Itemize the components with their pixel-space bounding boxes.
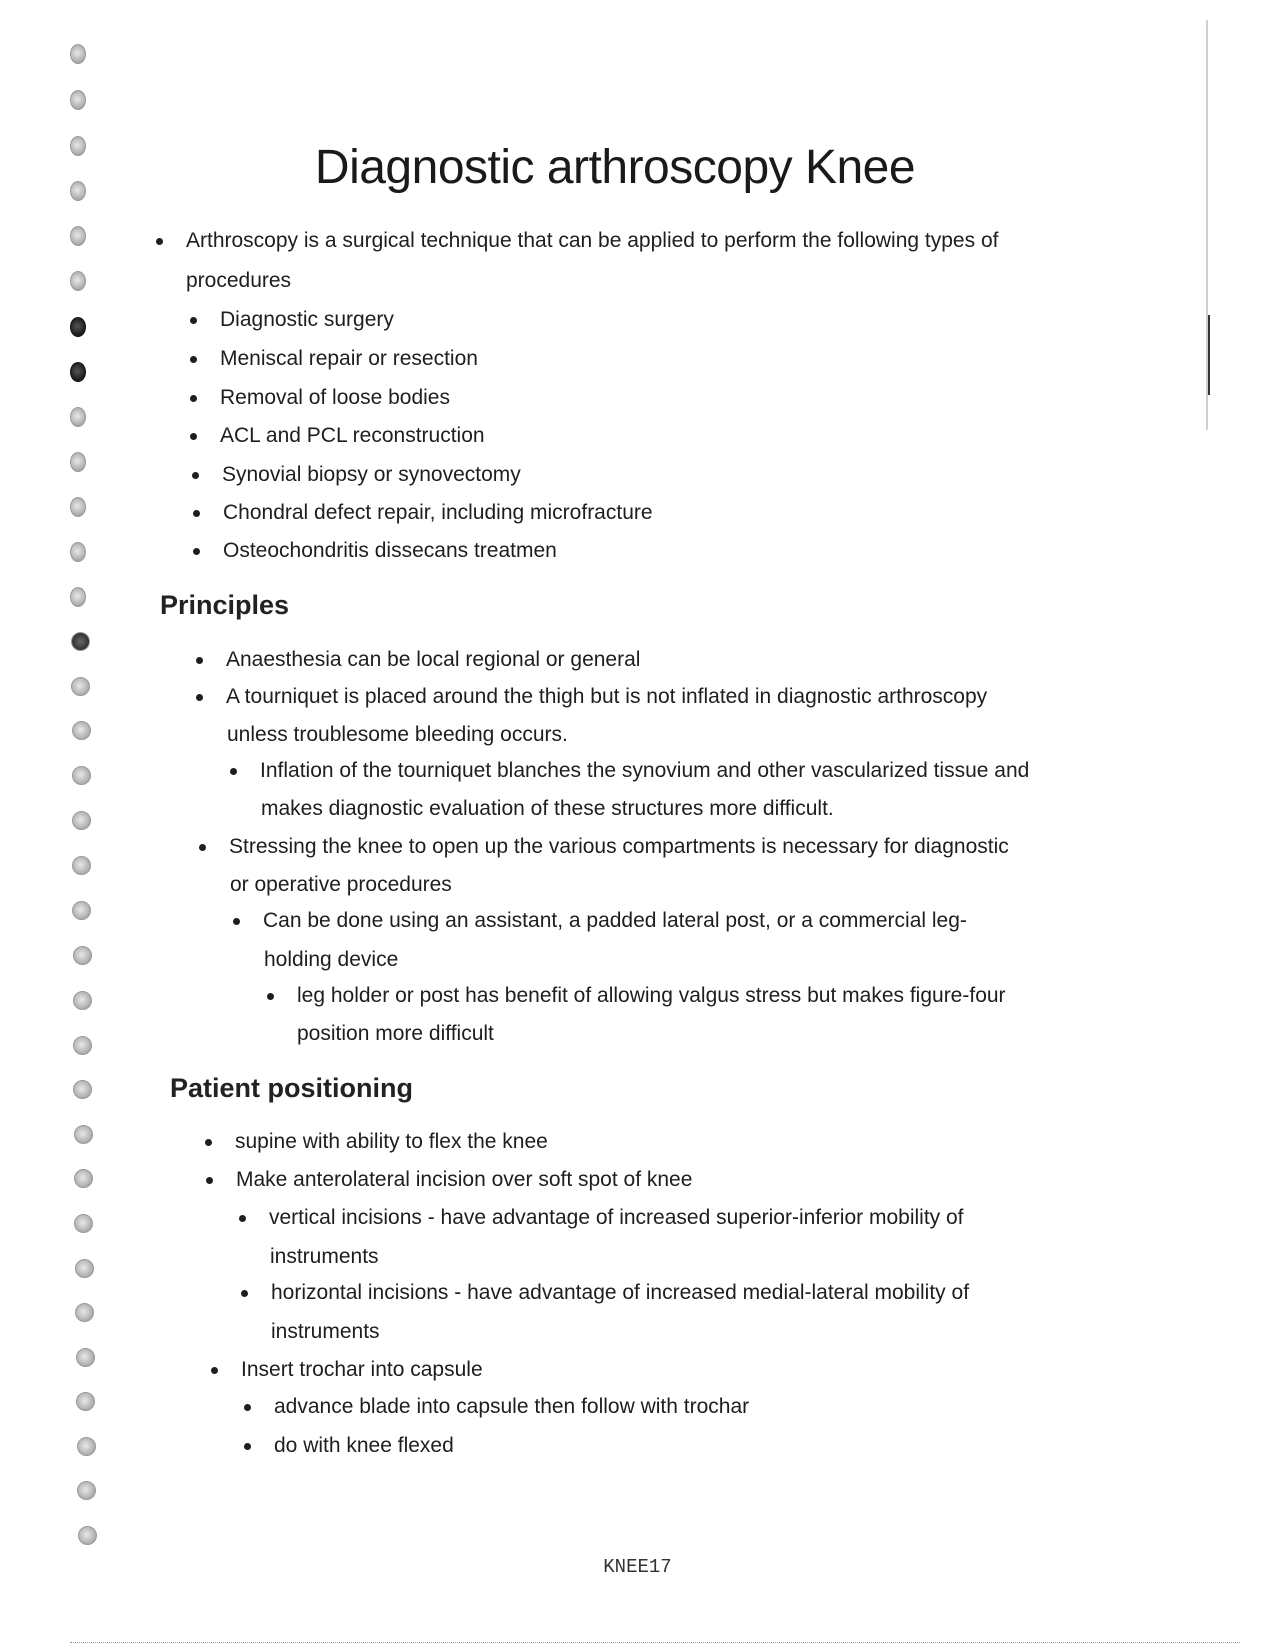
list-item bbox=[220, 416, 485, 456]
list-item-text: leg holder or post has benefit of allowing valgus stress but makes figure-four bbox=[297, 984, 1006, 1007]
bullet-icon bbox=[241, 1290, 248, 1297]
binder-hole-icon bbox=[70, 271, 86, 291]
list-item bbox=[274, 1426, 454, 1466]
binder-hole-icon bbox=[70, 407, 86, 427]
list-item bbox=[220, 378, 450, 418]
list-item bbox=[220, 339, 478, 379]
bullet-icon bbox=[190, 433, 197, 440]
list-item bbox=[229, 827, 1009, 867]
list-item-continuation: holding device bbox=[264, 948, 399, 971]
binder-hole-icon bbox=[77, 1481, 96, 1500]
bullet-icon bbox=[267, 993, 274, 1000]
list-item bbox=[226, 677, 987, 717]
list-item-text: ACL and PCL reconstruction bbox=[220, 424, 485, 447]
bullet-icon bbox=[190, 395, 197, 402]
list-item-continuation: position more difficult bbox=[297, 1022, 494, 1045]
bullet-icon bbox=[193, 510, 200, 517]
scan-edge-mark bbox=[1208, 315, 1210, 395]
list-item-continuation: instruments bbox=[270, 1245, 379, 1268]
bullet-icon bbox=[205, 1139, 212, 1146]
list-item bbox=[186, 221, 998, 261]
list-item-continuation: instruments bbox=[271, 1320, 380, 1343]
list-item-continuation: unless troublesome bleeding occurs. bbox=[227, 723, 568, 746]
binder-hole-icon bbox=[74, 1169, 93, 1188]
list-item bbox=[235, 1122, 548, 1162]
list-item-continuation: makes diagnostic evaluation of these structures more difficult. bbox=[261, 797, 834, 820]
binder-hole-icon bbox=[70, 44, 86, 64]
list-item-text: supine with ability to flex the knee bbox=[235, 1130, 548, 1153]
binder-hole-icon bbox=[74, 1214, 93, 1233]
bullet-icon bbox=[199, 844, 206, 851]
binder-hole-icon bbox=[70, 452, 86, 472]
list-item-continuation: or operative procedures bbox=[230, 873, 452, 896]
binder-hole-icon bbox=[70, 226, 86, 246]
intro-line-2: procedures bbox=[186, 269, 292, 292]
list-item-text: Can be done using an assistant, a padded lateral post, or a commercial leg- bbox=[263, 909, 967, 932]
bullet-icon bbox=[239, 1215, 246, 1222]
binder-hole-icon bbox=[73, 991, 92, 1010]
binder-hole-icon bbox=[70, 90, 86, 110]
bullet-icon bbox=[244, 1404, 251, 1411]
list-item bbox=[241, 1350, 483, 1390]
binder-hole-icon bbox=[71, 677, 90, 696]
bullet-icon bbox=[190, 356, 197, 363]
page-title: Diagnostic arthroscopy Knee bbox=[314, 141, 916, 194]
bullet-icon bbox=[211, 1367, 218, 1374]
list-item-text: Anaesthesia can be local regional or general bbox=[226, 648, 641, 671]
binder-hole-icon bbox=[75, 1259, 94, 1278]
list-item-text: Insert trochar into capsule bbox=[241, 1358, 483, 1381]
list-item-text: Stressing the knee to open up the various compartments is necessary for diagnostic bbox=[229, 835, 1009, 858]
binder-hole-icon bbox=[72, 721, 91, 740]
list-item-text: Inflation of the tourniquet blanches the synovium and other vascularized tissue and bbox=[260, 759, 1030, 782]
bullet-icon bbox=[190, 317, 197, 324]
binder-hole-icon bbox=[71, 632, 90, 651]
bullet-icon bbox=[244, 1443, 251, 1450]
binder-hole-icon bbox=[77, 1437, 96, 1456]
list-item bbox=[223, 531, 557, 571]
bullet-icon bbox=[206, 1177, 213, 1184]
list-item-text: vertical incisions - have advantage of increased superior-inferior mobility of bbox=[269, 1206, 964, 1229]
binder-hole-icon bbox=[78, 1526, 97, 1545]
list-item bbox=[236, 1160, 692, 1200]
list-item-text: Diagnostic surgery bbox=[220, 308, 394, 331]
list-item bbox=[220, 300, 394, 340]
bullet-icon bbox=[193, 548, 200, 555]
list-item bbox=[226, 640, 640, 680]
binder-hole-icon bbox=[72, 811, 91, 830]
binder-hole-icon bbox=[76, 1348, 95, 1367]
bullet-icon bbox=[233, 918, 240, 925]
binder-hole-icon bbox=[72, 766, 91, 785]
bullet-icon bbox=[156, 238, 163, 245]
binder-hole-icon bbox=[72, 901, 91, 920]
list-item bbox=[297, 976, 1006, 1016]
intro-line-1: Arthroscopy is a surgical technique that can be applied to perform the following types of bbox=[186, 229, 999, 252]
binder-hole-icon bbox=[70, 542, 86, 562]
binder-hole-icon bbox=[70, 362, 86, 382]
bullet-icon bbox=[192, 472, 199, 479]
section-heading-principles: Principles bbox=[160, 590, 290, 620]
bullet-icon bbox=[196, 694, 203, 701]
section-heading-positioning: Patient positioning bbox=[170, 1073, 413, 1103]
list-item bbox=[223, 493, 653, 533]
list-item-text: Chondral defect repair, including microfracture bbox=[223, 501, 653, 524]
list-item bbox=[269, 1198, 964, 1238]
bullet-icon bbox=[230, 768, 237, 775]
list-item-text: advance blade into capsule then follow with trochar bbox=[274, 1395, 750, 1418]
binder-hole-icon bbox=[74, 1125, 93, 1144]
scan-edge-bottom bbox=[70, 1642, 1240, 1643]
bullet-icon bbox=[196, 657, 203, 664]
list-item-text: do with knee flexed bbox=[274, 1434, 454, 1457]
list-item-text: Make anterolateral incision over soft spot of knee bbox=[236, 1168, 693, 1191]
binder-hole-icon bbox=[73, 1080, 92, 1099]
binder-hole-icon bbox=[72, 856, 91, 875]
list-item-text: Synovial biopsy or synovectomy bbox=[222, 463, 521, 486]
list-item bbox=[260, 751, 1029, 791]
list-item-text: horizontal incisions - have advantage of increased medial-lateral mobility of bbox=[271, 1281, 970, 1304]
binder-hole-icon bbox=[70, 497, 86, 517]
binder-hole-icon bbox=[70, 587, 86, 607]
list-item bbox=[222, 455, 521, 495]
list-item bbox=[274, 1387, 749, 1427]
page-footer: KNEE17 bbox=[603, 1556, 672, 1578]
list-item-text: Removal of loose bodies bbox=[220, 386, 450, 409]
list-item-text: Osteochondritis dissecans treatmen bbox=[223, 539, 557, 562]
list-item bbox=[263, 901, 967, 941]
list-item-text: A tourniquet is placed around the thigh but is not inflated in diagnostic arthroscopy bbox=[226, 685, 988, 708]
binder-hole-icon bbox=[75, 1303, 94, 1322]
list-item bbox=[271, 1273, 969, 1313]
list-item-text: Meniscal repair or resection bbox=[220, 347, 478, 370]
binder-hole-icon bbox=[76, 1392, 95, 1411]
binder-hole-icon bbox=[73, 946, 92, 965]
binder-hole-icon bbox=[73, 1036, 92, 1055]
binder-hole-icon bbox=[70, 317, 86, 337]
